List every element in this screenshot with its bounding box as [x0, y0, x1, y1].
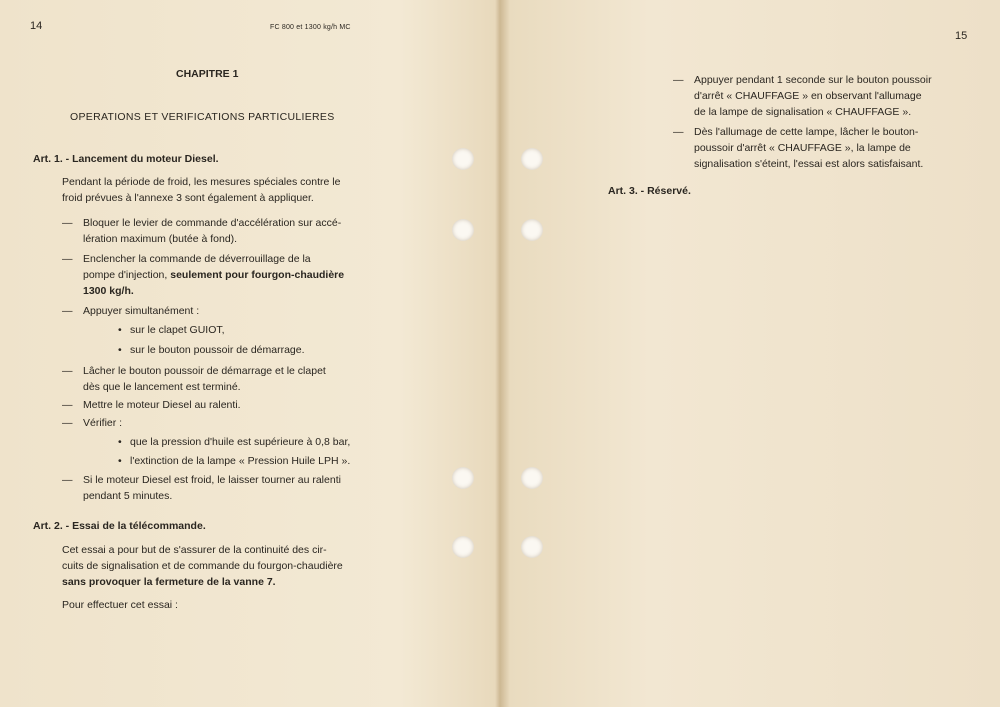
art2-heading: Art. 2. - Essai de la télécommande.	[33, 520, 206, 532]
art2-text: Pour effectuer cet essai :	[62, 599, 178, 611]
art2-text: sans provoquer la fermeture de la vanne 7.	[62, 576, 276, 588]
art1-intro-line: froid prévues à l'annexe 3 sont également à appliquer.	[62, 192, 314, 204]
art3-heading: Art. 3. - Réservé.	[608, 185, 691, 197]
step-text: lération maximum (butée à fond).	[83, 233, 238, 245]
art1-heading: Art. 1. - Lancement du moteur Diesel.	[33, 153, 219, 165]
step-text: de la lampe de signalisation « CHAUFFAGE ».	[694, 106, 912, 118]
binder-hole	[452, 148, 474, 170]
art2-text: cuits de signalisation et de commande du fourgon-chaudière	[62, 560, 343, 572]
step-text: — Appuyer simultanément :	[83, 303, 199, 319]
step-text: — Lâcher le bouton poussoir de démarrage et le clapet	[83, 363, 326, 379]
step-text: — Appuyer pendant 1 seconde sur le bouton poussoir	[694, 72, 932, 88]
chapter-title: OPERATIONS ET VERIFICATIONS PARTICULIERES	[70, 111, 335, 123]
step-text: — Vérifier :	[83, 415, 122, 431]
left-page	[0, 0, 496, 707]
right-page	[504, 0, 1000, 707]
bullet-item: • l'extinction de la lampe « Pression Huile LPH ».	[130, 453, 350, 469]
bullet-item: • sur le clapet GUIOT,	[130, 322, 225, 338]
step-text: — Enclencher la commande de déverrouillage de la	[83, 251, 311, 267]
step-text: pompe d'injection, seulement pour fourgon-chaudière	[83, 269, 345, 281]
binder-hole	[521, 467, 543, 489]
step-text: 1300 kg/h.	[83, 285, 134, 297]
art2-text: Cet essai a pour but de s'assurer de la continuité des cir-	[62, 544, 327, 556]
art1-intro-line: Pendant la période de froid, les mesures spéciales contre le	[62, 176, 341, 188]
page-number: 14	[30, 20, 43, 32]
step-text: pendant 5 minutes.	[83, 490, 173, 502]
bullet-item: • sur le bouton poussoir de démarrage.	[130, 342, 305, 358]
step-text: d'arrêt « CHAUFFAGE » en observant l'allumage	[694, 90, 922, 102]
binder-hole	[452, 219, 474, 241]
binder-hole	[521, 536, 543, 558]
bullet-item: • que la pression d'huile est supérieure à 0,8 bar,	[130, 434, 350, 450]
page-number: 15	[955, 30, 968, 42]
step-text: — Dès l'allumage de cette lampe, lâcher le bouton-	[694, 124, 918, 140]
step-text: — Bloquer le levier de commande d'accélération sur accé-	[83, 215, 341, 231]
running-header: FC 800 et 1300 kg/h MC	[270, 24, 351, 31]
binder-hole	[452, 536, 474, 558]
chapter-label: CHAPITRE 1	[176, 68, 239, 80]
binder-hole	[521, 219, 543, 241]
binder-hole	[452, 467, 474, 489]
step-text: — Mettre le moteur Diesel au ralenti.	[83, 397, 241, 413]
step-text: dès que le lancement est terminé.	[83, 381, 241, 393]
step-text: poussoir d'arrêt « CHAUFFAGE », la lampe de	[694, 142, 911, 154]
step-text: signalisation s'éteint, l'essai est alors satisfaisant.	[694, 158, 924, 170]
step-text: — Si le moteur Diesel est froid, le laisser tourner au ralenti	[83, 472, 341, 488]
binder-hole	[521, 148, 543, 170]
